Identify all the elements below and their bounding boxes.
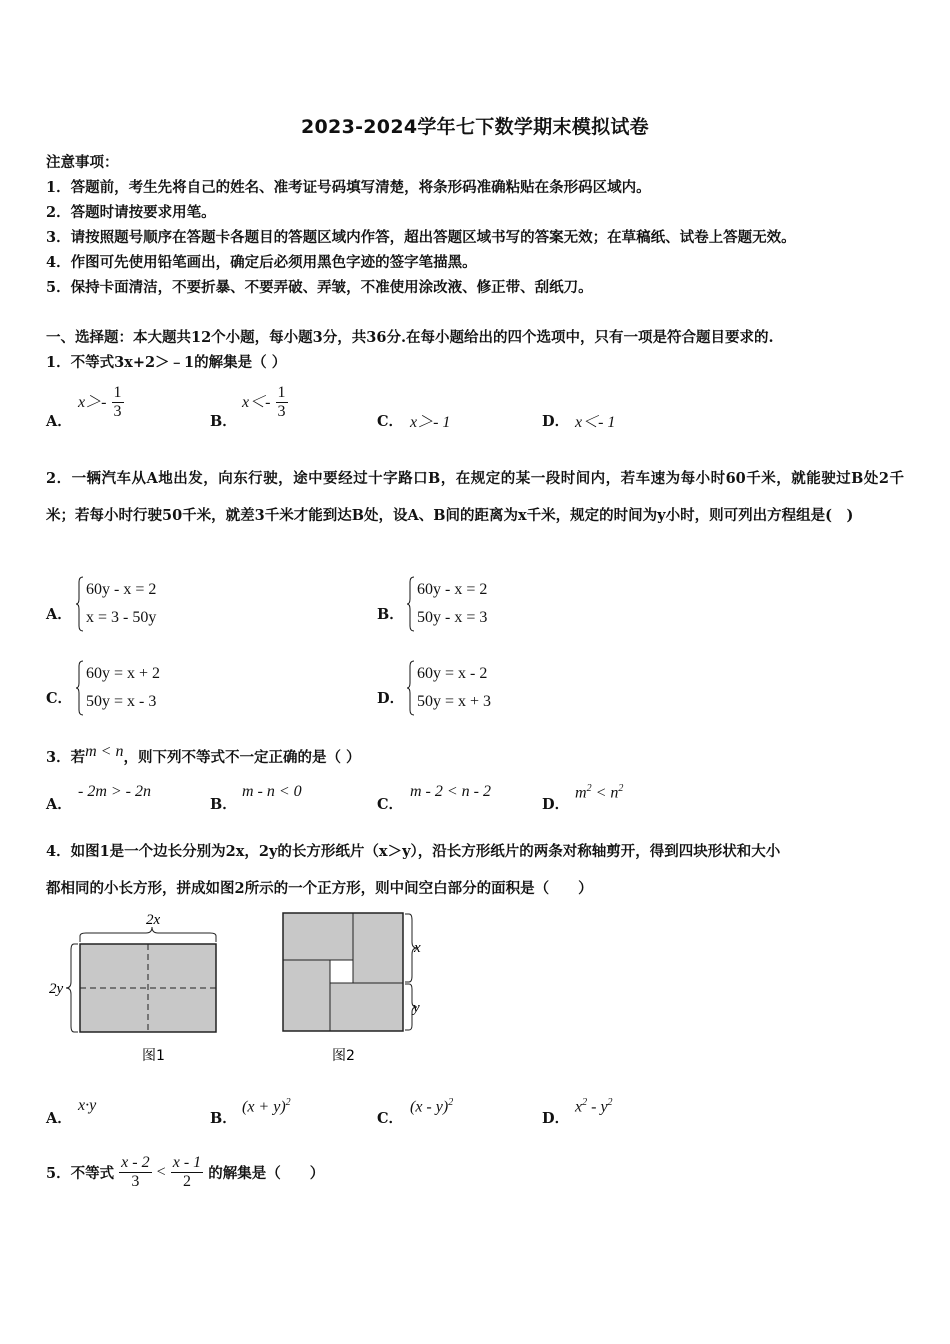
notice-heading: 注意事项：	[46, 154, 119, 171]
q4-option-b[interactable]	[242, 1097, 291, 1116]
q3-d-op: <	[591, 784, 611, 802]
fig1-top-brace	[80, 927, 216, 942]
q3-option-a[interactable]: - 2m > - 2n	[78, 783, 152, 800]
brace-icon	[407, 660, 415, 716]
q4-b-sup: 2	[285, 1097, 291, 1108]
q4-option-a[interactable]: x·y	[78, 1097, 97, 1114]
section-heading: 一、选择题：本大题共12个小题，每小题3分，共36分.在每小题给出的四个选项中，只有一项是符合题目要求的.	[46, 329, 774, 346]
page-title: 2023-2024学年七下数学期末模拟试卷	[301, 116, 649, 138]
q1-a-lhs: x＞-	[78, 394, 107, 411]
q1-stem: 1．不等式3x+2＞﹣1的解集是（ ）	[46, 354, 287, 371]
q4-b-base: (x + y)	[242, 1098, 286, 1116]
brace-icon	[407, 576, 415, 632]
q3-stem-pre: 3．若	[46, 749, 86, 766]
q5-op: <	[156, 1163, 166, 1181]
fig2-label-x: x	[414, 940, 421, 956]
q2-label-c: C．	[46, 690, 73, 707]
q3-label-a: A．	[46, 796, 72, 813]
notice-item-1: 1．答题前，考生先将自己的姓名、准考证号码填写清楚，将条形码准确粘贴在条形码区域内。	[46, 179, 651, 196]
q1-b-num: 1	[277, 384, 286, 401]
q2-d-eq1: 60y = x - 2	[417, 665, 488, 682]
notice-item-4: 4．作图可先使用铅笔画出，确定后必须用黑色字迹的签字笔描黑。	[46, 254, 477, 271]
q3-d-sup2: 2	[618, 783, 624, 794]
q4-line1: 4．如图1是一个边长分别为2x，2y的长方形纸片（x＞y），沿长方形纸片的两条对称轴剪开，得到四块形状和大小	[46, 843, 781, 860]
q4-d-sup1: 2	[582, 1097, 588, 1108]
q3-label-b: B．	[210, 796, 237, 813]
q2-option-d[interactable]	[407, 660, 491, 716]
q3-stem-math: m < n	[85, 743, 124, 760]
fig2-center-hole	[330, 960, 353, 983]
q5-stem	[46, 1154, 324, 1191]
q3-option-c[interactable]: m - 2 < n - 2	[410, 783, 492, 800]
q5-den1: 3	[131, 1173, 140, 1190]
q1-label-a: A．	[46, 413, 72, 430]
q4-label-a: A．	[46, 1110, 72, 1127]
q2-stem: 2．一辆汽车从A地出发，向东行驶，途中要经过十字路口B，在规定的某一段时间内，若车速为每小时60千米，就能驶过B处2千米；若每小时行驶50千米，就差3千米才能到达B处，设A、B间的距离为x千米，规定的时间为y小时，则可列出方程组是( )	[46, 470, 904, 524]
brace-icon	[76, 660, 84, 716]
q5-num1: x - 2	[121, 1154, 150, 1171]
q4-option-c[interactable]	[410, 1097, 453, 1116]
q4-c-sup: 2	[448, 1097, 454, 1108]
figure-1	[46, 908, 226, 1068]
fig2-caption: 图2	[332, 1048, 355, 1064]
q5-num2: x - 1	[172, 1154, 202, 1171]
q2-option-c[interactable]	[76, 660, 160, 716]
q3-label-d: D．	[542, 796, 570, 813]
q1-b-den: 3	[277, 403, 286, 420]
q3-d-base1: m	[575, 784, 587, 802]
q2-c-eq2: 50y = x - 3	[86, 693, 157, 710]
fig2-label-y: y	[413, 1000, 420, 1016]
q5-den2: 2	[182, 1173, 191, 1190]
q2-label-a: A．	[46, 606, 72, 623]
q2-b-eq2: 50y - x = 3	[417, 609, 488, 626]
q4-d-sup2: 2	[607, 1097, 613, 1108]
q3-d-base2: n	[610, 784, 619, 802]
q4-label-b: B．	[210, 1110, 237, 1127]
q2-option-a[interactable]	[76, 576, 156, 632]
q4-label-c: C．	[377, 1110, 404, 1127]
q5-pre: 5．不等式	[46, 1165, 115, 1182]
q1-label-c: C．	[377, 413, 404, 430]
brace-icon	[76, 576, 84, 632]
q1-option-c[interactable]: x＞- 1	[410, 414, 451, 431]
q1-label-b: B．	[210, 413, 237, 430]
fig1-left-label: 2y	[49, 981, 64, 997]
fig1-top-label: 2x	[146, 912, 161, 928]
q3-option-b[interactable]: m - n < 0	[242, 783, 302, 800]
q4-c-base: (x - y)	[410, 1098, 449, 1116]
q2-option-b[interactable]	[407, 576, 487, 632]
q2-c-eq1: 60y = x + 2	[86, 665, 161, 682]
q1-option-a[interactable]	[78, 384, 124, 421]
q3-label-c: C．	[377, 796, 404, 813]
q4-d-base2: - y	[591, 1098, 608, 1116]
q2-a-eq2: x = 3 - 50y	[86, 609, 157, 626]
q4-line2: 都相同的小长方形，拼成如图2所示的一个正方形，则中间空白部分的面积是（ ）	[46, 880, 593, 897]
q1-option-b[interactable]	[242, 384, 288, 421]
q2-a-eq1: 60y - x = 2	[86, 581, 157, 598]
q1-option-d[interactable]: x＜- 1	[575, 414, 616, 431]
fig1-caption: 图1	[142, 1048, 165, 1064]
q2-b-eq1: 60y - x = 2	[417, 581, 488, 598]
q4-label-d: D．	[542, 1110, 570, 1127]
notice-item-2: 2．答题时请按要求用笔。	[46, 204, 216, 221]
fig1-left-brace	[66, 944, 78, 1032]
q3-d-sup1: 2	[586, 783, 592, 794]
q2-label-b: B．	[377, 606, 404, 623]
q1-a-num: 1	[113, 384, 122, 401]
notice-item-5: 5．保持卡面清洁，不要折暴、不要弄破、弄皱，不准使用涂改液、修正带、刮纸刀。	[46, 279, 593, 296]
q5-post: 的解集是（ ）	[208, 1165, 325, 1182]
q1-label-d: D．	[542, 413, 570, 430]
q2-label-d: D．	[377, 690, 405, 707]
q4-option-d[interactable]	[575, 1097, 613, 1116]
figure-2	[276, 908, 436, 1068]
q3-stem	[46, 743, 361, 767]
q1-b-lhs: x＜-	[242, 394, 271, 411]
q3-option-d[interactable]	[575, 783, 623, 802]
q3-stem-post: ，则下列不等式不一定正确的是（ ）	[123, 749, 361, 766]
notice-item-3: 3．请按照题号顺序在答题卡各题目的答题区域内作答，超出答题区域书写的答案无效；在草稿纸、试卷上答题无效。	[46, 229, 796, 246]
q1-a-den: 3	[113, 403, 122, 420]
q2-d-eq2: 50y = x + 3	[417, 693, 492, 710]
q4-d-base1: x	[575, 1098, 583, 1116]
